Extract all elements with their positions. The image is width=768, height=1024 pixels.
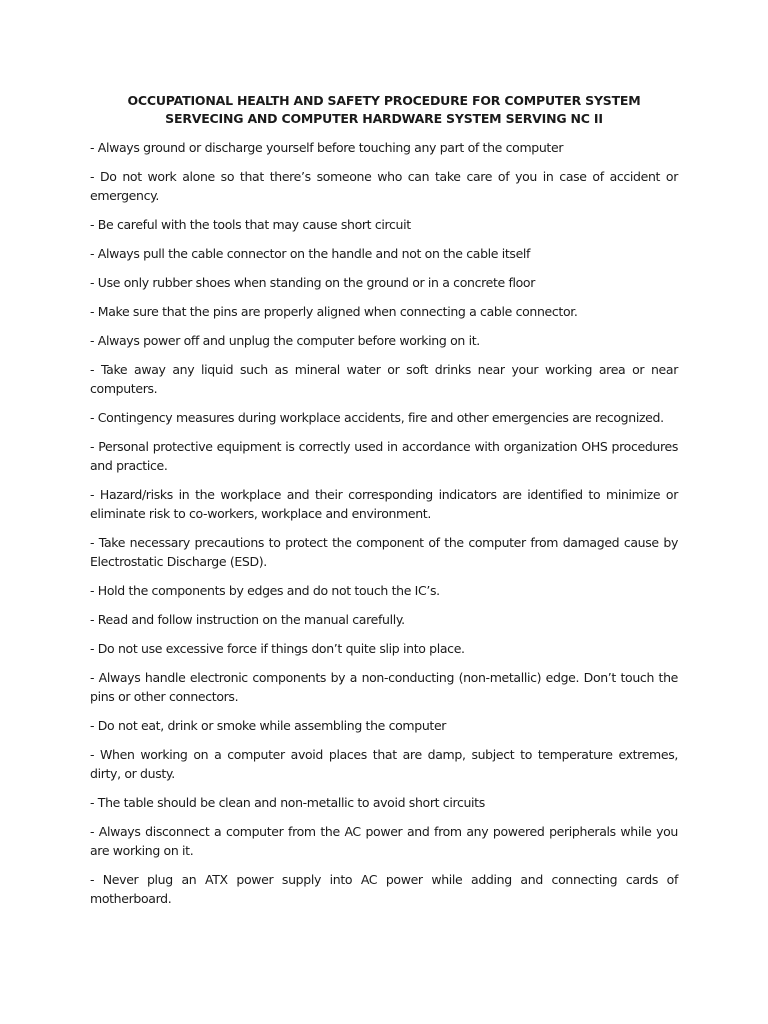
procedure-item: - Read and follow instruction on the manual carefully.	[90, 612, 405, 627]
procedure-item: - Always pull the cable connector on the handle and not on the cable itself	[90, 246, 531, 261]
procedure-item: - Take necessary precautions to protect the component of the computer from damaged cause by Electrostatic Discharge (ESD).	[90, 535, 678, 569]
procedure-item: - Do not eat, drink or smoke while assembling the computer	[90, 718, 447, 733]
procedure-item: - Never plug an ATX power supply into AC power while adding and connecting cards of motherboard.	[90, 872, 678, 906]
procedure-item: - Hazard/risks in the workplace and their corresponding indicators are identified to minimize or eliminate risk to co-workers, workplace and environment.	[90, 487, 678, 521]
procedure-item: - Always ground or discharge yourself before touching any part of the computer	[90, 140, 564, 155]
title-line-2: SERVECING AND COMPUTER HARDWARE SYSTEM SERVING NC II	[165, 111, 603, 126]
procedure-item: - Contingency measures during workplace accidents, fire and other emergencies are recognized.	[90, 410, 664, 425]
procedure-item: - Do not work alone so that there’s someone who can take care of you in case of accident or emergency.	[90, 169, 678, 203]
procedure-item: - Always disconnect a computer from the AC power and from any powered peripherals while you are working on it.	[90, 824, 678, 858]
procedure-item: - Use only rubber shoes when standing on the ground or in a concrete floor	[90, 275, 536, 290]
procedure-item: - Make sure that the pins are properly aligned when connecting a cable connector.	[90, 304, 578, 319]
procedure-item: - Hold the components by edges and do not touch the IC’s.	[90, 583, 440, 598]
procedure-item: - Do not use excessive force if things don’t quite slip into place.	[90, 641, 465, 656]
procedure-item: - Always power off and unplug the computer before working on it.	[90, 333, 480, 348]
document-title	[90, 92, 678, 128]
title-line-1: OCCUPATIONAL HEALTH AND SAFETY PROCEDURE FOR COMPUTER SYSTEM	[127, 93, 641, 108]
procedure-item: - Take away any liquid such as mineral water or soft drinks near your working area or near computers.	[90, 362, 678, 396]
procedure-list	[90, 138, 678, 908]
procedure-item: - Be careful with the tools that may cause short circuit	[90, 217, 411, 232]
procedure-item: - Always handle electronic components by a non-conducting (non-metallic) edge. Don’t touch the pins or other connectors.	[90, 670, 678, 704]
procedure-item: - Personal protective equipment is correctly used in accordance with organization OHS procedures and practice.	[90, 439, 678, 473]
procedure-item: - The table should be clean and non-metallic to avoid short circuits	[90, 795, 485, 810]
procedure-item: - When working on a computer avoid places that are damp, subject to temperature extremes, dirty, or dusty.	[90, 747, 678, 781]
